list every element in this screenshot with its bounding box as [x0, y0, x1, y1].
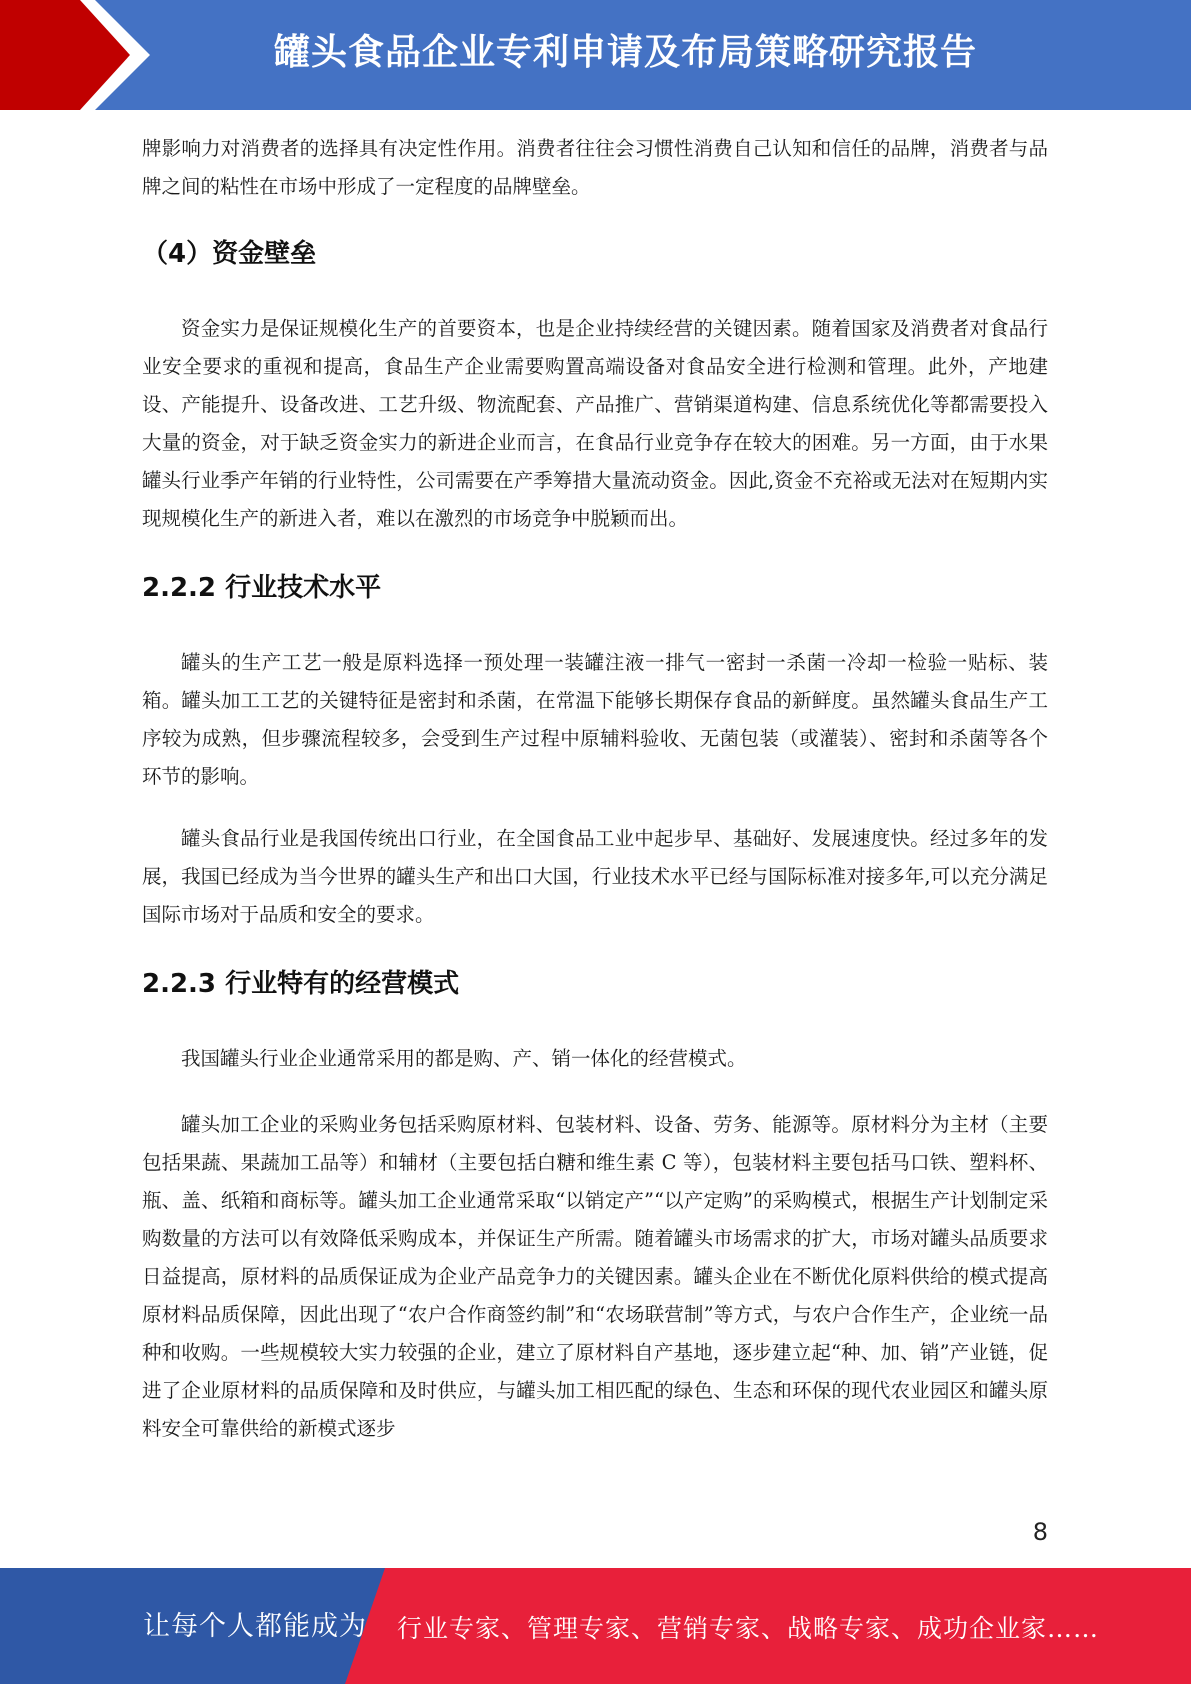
- paragraph-integrated-model: 我国罐头行业企业通常采用的都是购、产、销一体化的经营模式。: [181, 1047, 747, 1070]
- paragraph-funding-barrier: 资金实力是保证规模化生产的首要资本，也是企业持续经营的关键因素。随着国家及消费者对食品行业安全要求的重视和提高，食品生产企业需要购置高端设备对食品安全进行检测和管理。此外，产地建设、产能提升、设备改进、工艺升级、物流配套、产品推广、营销渠道构建、信息系统优化等都需要投入大量的资金，对于缺乏资金实力的新进企业而言，在食品行业竞争存在较大的困难。另一方面，由于水果罐头行业季产年销的行业特性，公司需要在产季筹措大量流动资金。因此,资金不充裕或无法对在短期内实现规模化生产的新进入者，难以在激烈的市场竞争中脱颖而出。: [142, 317, 1048, 530]
- paragraph-production-process: 罐头的生产工艺一般是原料选择一预处理一装罐注液一排气一密封一杀菌一冷却一检验一贴标、装箱。罐头加工工艺的关键特征是密封和杀菌，在常温下能够长期保存食品的新鲜度。虽然罐头食品生产工序较为成熟，但步骤流程较多，会受到生产过程中原辅料验收、无菌包装（或灌装）、密封和杀菌等各个环节的影响。: [142, 651, 1048, 788]
- footer-slogan-lead: 让每个人都能成为: [143, 1611, 367, 1642]
- report-title: 罐头食品企业专利申请及布局策略研究报告: [273, 32, 977, 73]
- heading-technology-level: 2.2.2 行业技术水平: [142, 573, 382, 603]
- footer-slogan-roles: 行业专家、管理专家、营销专家、战略专家、成功企业家……: [397, 1614, 1100, 1643]
- paragraph-industry-development: 罐头食品行业是我国传统出口行业，在全国食品工业中起步早、基础好、发展速度快。经过多年的发展，我国已经成为当今世界的罐头生产和出口大国，行业技术水平已经与国际标准对接多年,可以充分满足国际市场对于品质和安全的要求。: [142, 827, 1048, 926]
- heading-funding-barrier: （4）资金壁垒: [142, 239, 317, 269]
- paragraph-brand-barrier-continued: 牌影响力对消费者的选择具有决定性作用。消费者往往会习惯性消费自己认知和信任的品牌，消费者与品牌之间的粘性在市场中形成了一定程度的品牌壁垒。: [142, 137, 1048, 198]
- heading-business-model: 2.2.3 行业特有的经营模式: [142, 969, 460, 999]
- page-header: [0, 0, 1191, 110]
- page-number: 8: [1032, 1518, 1048, 1546]
- paragraph-procurement-model: 罐头加工企业的采购业务包括采购原材料、包装材料、设备、劳务、能源等。原材料分为主材（主要包括果蔬、果蔬加工品等）和辅材（主要包括白糖和维生素 C 等），包装材料主要包括马口铁、塑料杯、瓶、盖、纸箱和商标等。罐头加工企业通常采取“以销定产”“以产定购”的采购模式，根据生产计划制定采购数量的方法可以有效降低采购成本，并保证生产所需。随着罐头市场需求的扩大，市场对罐头品质要求日益提高，原材料的品质保证成为企业产品竞争力的关键因素。罐头企业在不断优化原料供给的模式提高原材料品质保障，因此出现了“农户合作商签约制”和“农场联营制”等方式，与农户合作生产，企业统一品种和收购。一些规模较大实力较强的企业，建立了原材料自产基地，逐步建立起“种、加、销”产业链，促进了企业原材料的品质保障和及时供应，与罐头加工相匹配的绿色、生态和环保的现代农业园区和罐头原料安全可靠供给的新模式逐步: [142, 1113, 1048, 1440]
- page-content: [142, 130, 1048, 1448]
- page-footer: [0, 1568, 1191, 1684]
